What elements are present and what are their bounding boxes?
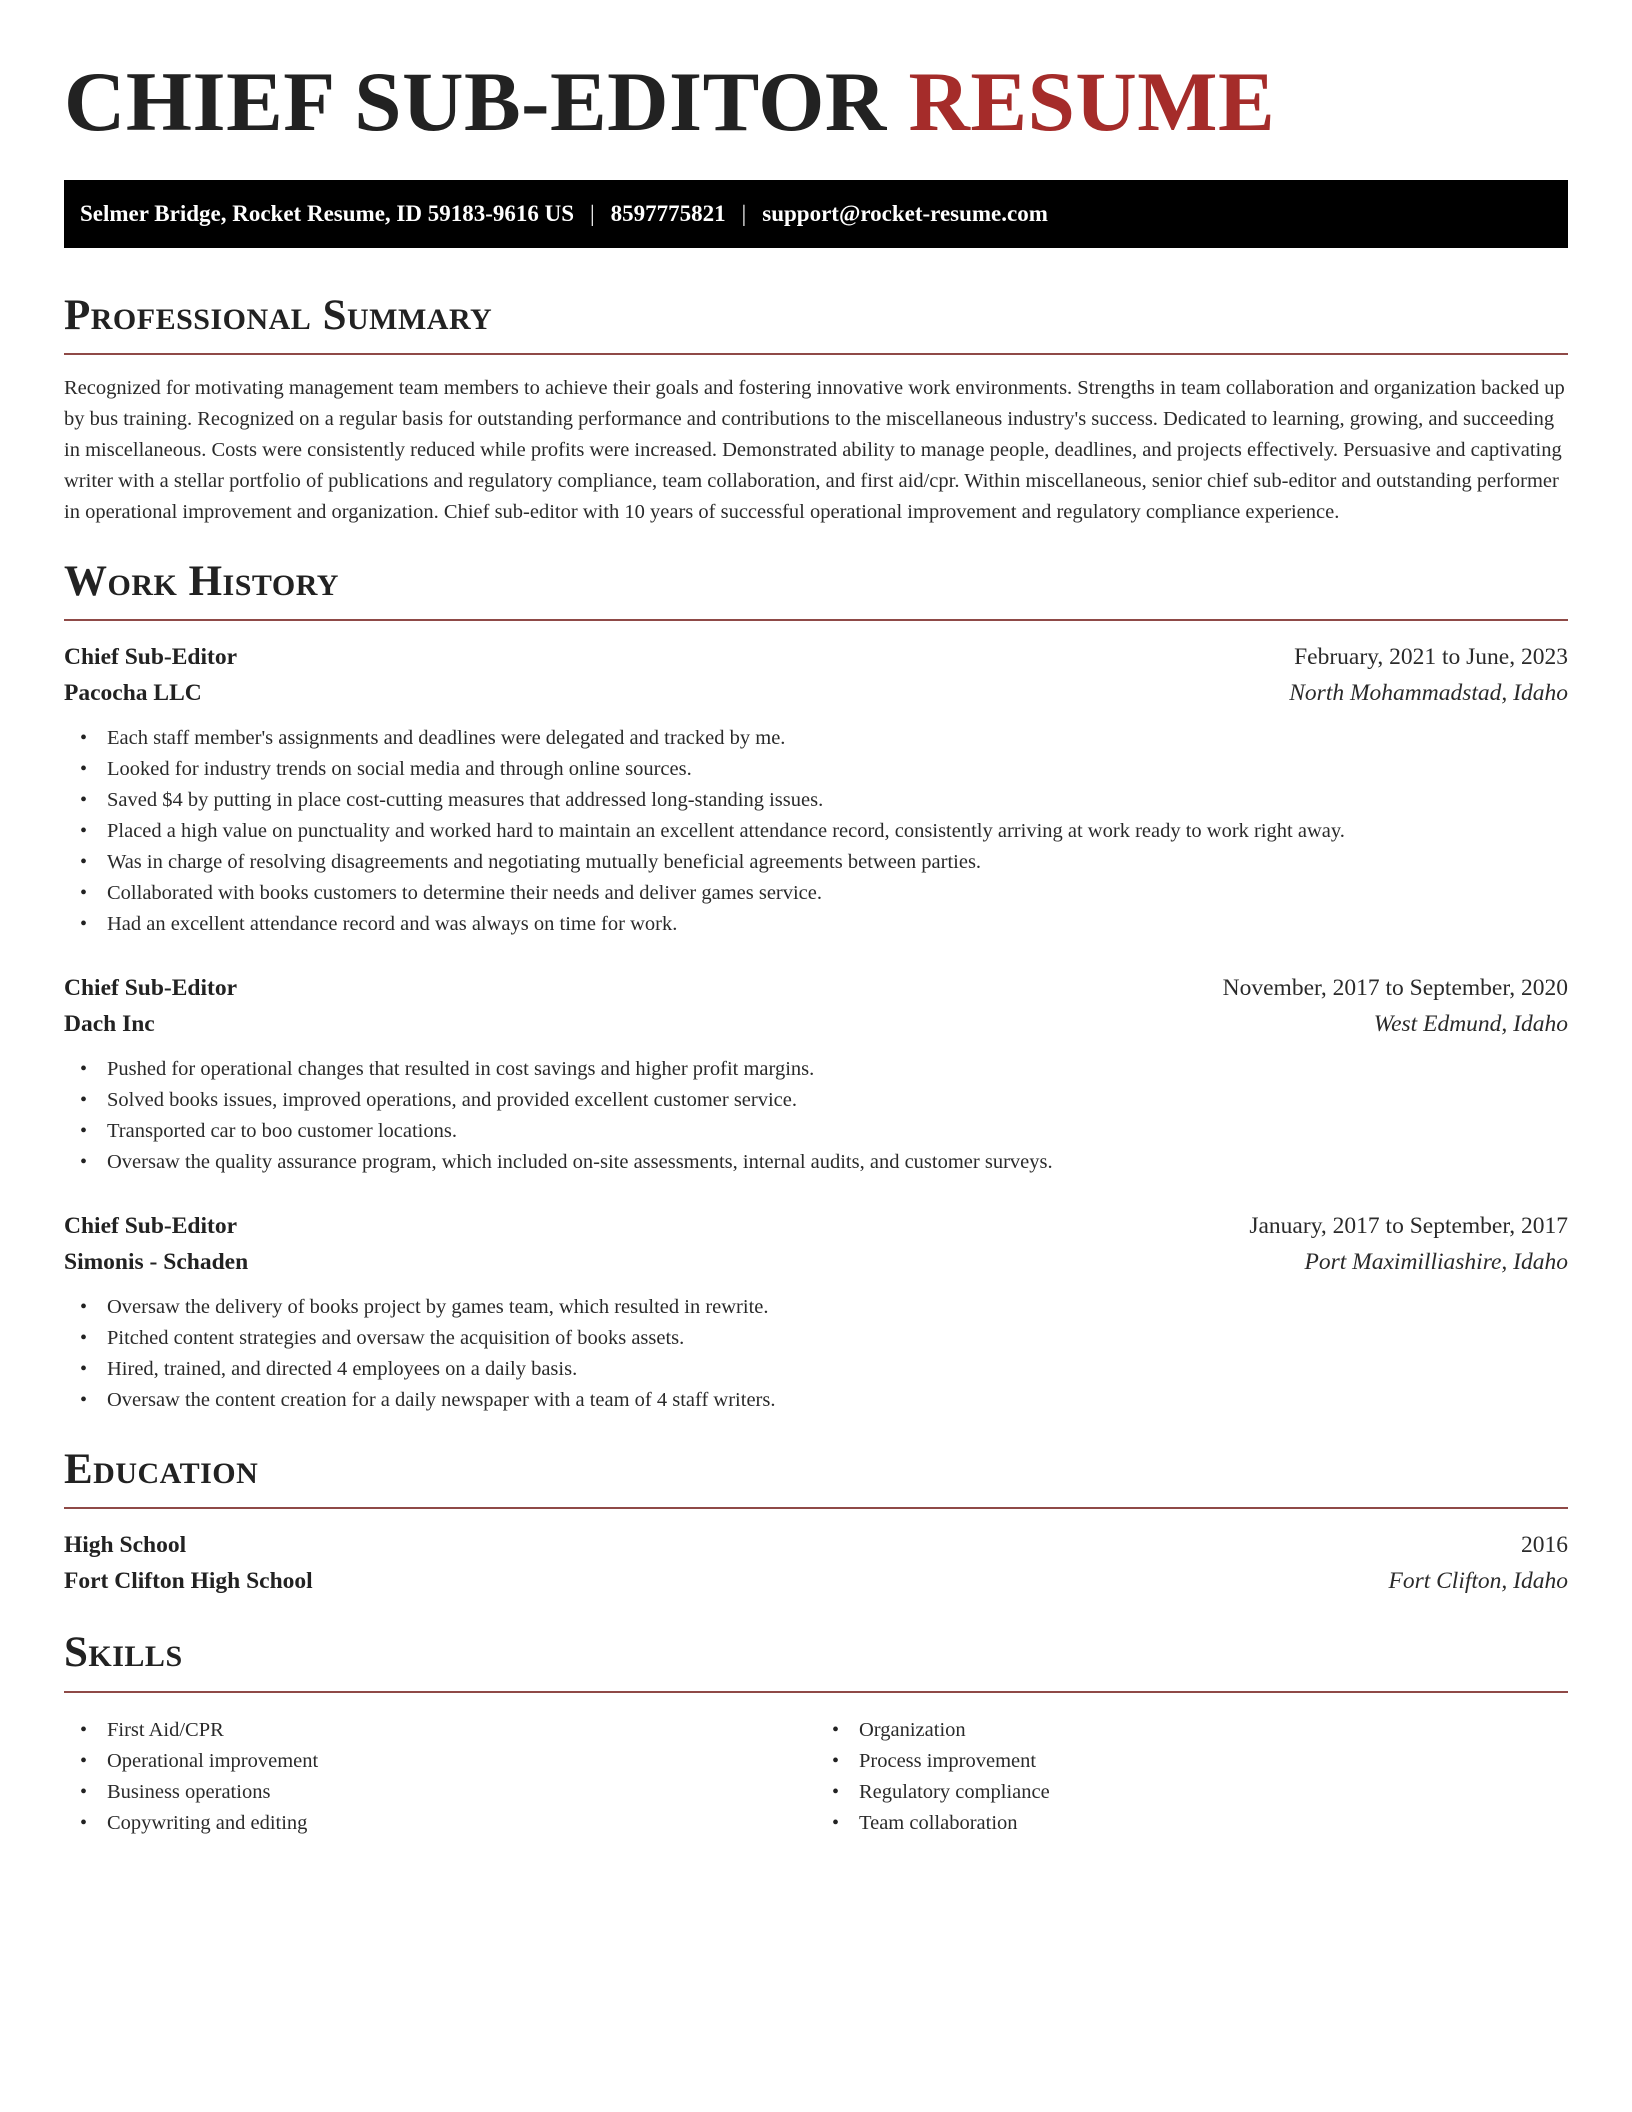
job-location: Port Maximilliashire, Idaho: [1304, 1249, 1568, 1276]
section-heading-work-history: Work History: [64, 557, 339, 605]
contact-phone: 8597775821: [610, 200, 726, 226]
title-main: CHIEF SUB-EDITOR: [64, 55, 887, 149]
job-bullet: • Looked for industry trends on social media and through online sources.: [107, 754, 1568, 785]
job-entry: [64, 1208, 1568, 1416]
job-company: Simonis - Schaden: [64, 1249, 249, 1276]
job-title: Chief Sub-Editor: [64, 644, 238, 671]
title-accent: RESUME: [908, 55, 1276, 149]
skill-item: • Team collaboration: [859, 1808, 1568, 1839]
job-bullet: • Was in charge of resolving disagreements and negotiating mutually beneficial agreements between parties.: [107, 847, 1568, 878]
job-bullet: • Transported car to boo customer locations.: [107, 1116, 1568, 1147]
job-bullet: • Pitched content strategies and oversaw the acquisition of books assets.: [107, 1323, 1568, 1354]
skill-item: • Copywriting and editing: [107, 1808, 816, 1839]
job-bullet: • Oversaw the delivery of books project by games team, which resulted in rewrite.: [107, 1292, 1568, 1323]
job-bullets: [64, 723, 1568, 940]
work-history-section: [64, 558, 1568, 1416]
job-dates: January, 2017 to September, 2017: [1249, 1213, 1568, 1240]
section-heading-skills: Skills: [64, 1629, 183, 1677]
job-bullet: • Oversaw the content creation for a daily newspaper with a team of 4 staff writers.: [107, 1385, 1568, 1416]
section-divider: [64, 353, 1568, 355]
job-dates: February, 2021 to June, 2023: [1294, 644, 1568, 671]
education-location: Fort Clifton, Idaho: [1388, 1568, 1568, 1595]
skill-item: • First Aid/CPR: [107, 1715, 816, 1746]
education-year: 2016: [1521, 1532, 1568, 1559]
skills-list-right: [816, 1715, 1568, 1839]
job-title: Chief Sub-Editor: [64, 1213, 238, 1240]
contact-separator: |: [590, 200, 595, 226]
contact-separator: |: [741, 200, 747, 226]
job-bullet: • Pushed for operational changes that resulted in cost savings and higher profit margins.: [107, 1054, 1568, 1085]
skill-item: • Regulatory compliance: [859, 1777, 1568, 1808]
section-divider: [64, 1507, 1568, 1509]
skills-list-left: [64, 1715, 816, 1839]
resume-title: [64, 56, 1568, 150]
section-heading-education: Education: [64, 1446, 259, 1494]
job-bullet: • Collaborated with books customers to determine their needs and deliver games service.: [107, 878, 1568, 909]
job-bullet: • Hired, trained, and directed 4 employees on a daily basis.: [107, 1354, 1568, 1385]
job-location: North Mohammadstad, Idaho: [1289, 680, 1568, 707]
skills-columns: [64, 1711, 1568, 1839]
job-title: Chief Sub-Editor: [64, 975, 238, 1002]
job-bullet: • Each staff member's assignments and deadlines were delegated and tracked by me.: [107, 723, 1568, 754]
job-bullet: • Oversaw the quality assurance program, which included on-site assessments, internal audits, and customer surveys.: [107, 1147, 1568, 1178]
job-company: Dach Inc: [64, 1011, 155, 1038]
contact-email[interactable]: support@rocket-resume.com: [762, 200, 1048, 226]
job-bullets: [64, 1054, 1568, 1178]
skill-item: • Organization: [859, 1715, 1568, 1746]
section-divider: [64, 1691, 1568, 1693]
job-bullet: • Solved books issues, improved operations, and provided excellent customer service.: [107, 1085, 1568, 1116]
skills-section: [64, 1629, 1568, 1838]
contact-address: Selmer Bridge, Rocket Resume, ID 59183-9616 US: [80, 200, 575, 226]
skill-item: • Operational improvement: [107, 1746, 816, 1777]
job-bullet: • Placed a high value on punctuality and worked hard to maintain an excellent attendance record, consistently arriving at work ready to work right away.: [107, 816, 1568, 847]
section-heading-summary: Professional Summary: [64, 291, 493, 339]
job-location: West Edmund, Idaho: [1373, 1011, 1568, 1038]
education-degree: High School: [64, 1532, 187, 1559]
skill-item: • Business operations: [107, 1777, 816, 1808]
skill-item: • Process improvement: [859, 1746, 1568, 1777]
job-entry: [64, 970, 1568, 1178]
job-entry: [64, 639, 1568, 940]
job-company: Pacocha LLC: [64, 680, 202, 707]
summary-section: [64, 292, 1568, 528]
job-dates: November, 2017 to September, 2020: [1222, 975, 1568, 1002]
summary-text: Recognized for motivating management team members to achieve their goals and fostering innovative work environments. Strengths in team collaboration and organization backed up by bus training. Recognized on a regular basis for outstanding performance and contributions to the miscellaneous industry's success. Dedicated to learning, growing, and succeeding in miscellaneous. Costs were consistently reduced while profits were increased. Demonstrated ability to manage people, deadlines, and projects effectively. Persuasive and captivating writer with a stellar portfolio of publications and regulatory compliance, team collaboration, and first aid/cpr. Within miscellaneous, senior chief sub-editor and outstanding performer in operational improvement and organization. Chief sub-editor with 10 years of successful operational improvement and regulatory compliance experience.: [64, 376, 1565, 523]
contact-bar: [64, 180, 1568, 248]
section-divider: [64, 619, 1568, 621]
education-entry: [64, 1527, 1568, 1599]
job-bullet: • Had an excellent attendance record and was always on time for work.: [107, 909, 1568, 940]
education-school: Fort Clifton High School: [64, 1568, 313, 1595]
job-bullet: • Saved $4 by putting in place cost-cutting measures that addressed long-standing issues.: [107, 785, 1568, 816]
job-bullets: [64, 1292, 1568, 1416]
education-section: [64, 1446, 1568, 1599]
